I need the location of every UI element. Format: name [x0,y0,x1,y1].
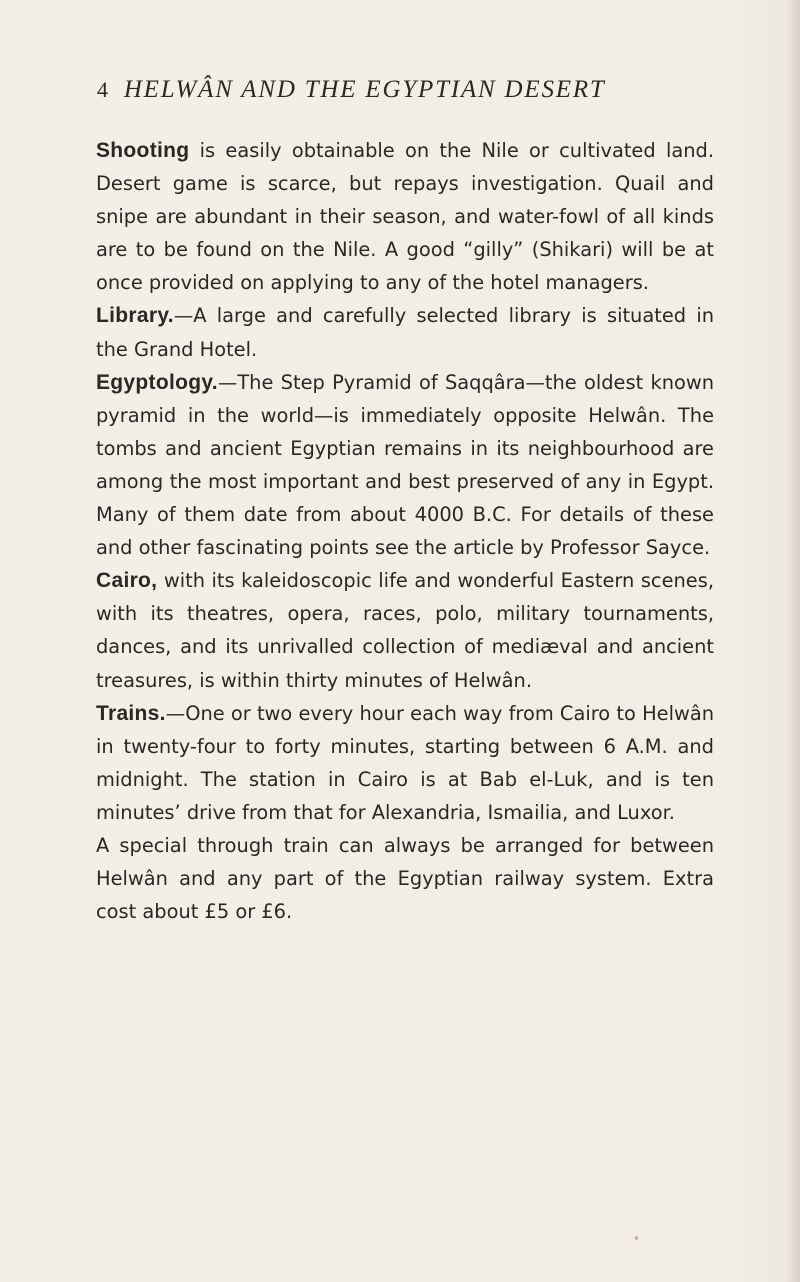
paragraph-egyptology [96,366,714,565]
paragraph-lead: Egyptology. [96,370,218,394]
page-number: 4 [97,77,110,102]
paragraph-trains [96,697,714,829]
page-edge-shadow [786,0,800,1282]
paragraph-lead: Library. [96,304,174,328]
paragraph-text: is easily obtainable on the Nile or cultivated land. Desert game is scarce, but repays investigation. Quail and snipe are abundant in their season, and water-fowl of all kinds are to be found on the Nile. A good “gilly” (Shikari) will be at once provided on applying to any of the hotel managers. [96,139,714,295]
paragraph-special-train [96,829,714,928]
paragraph-shooting [96,134,714,299]
paragraph-text: —A large and carefully selected library is situated in the Grand Hotel. [96,304,714,361]
paragraph-text: A special through train can always be arranged for between Helwân and any part of the Egyptian railway system. Extra cost about £5 or £6. [96,833,714,924]
paper-speck [635,1236,638,1240]
page-body [96,134,714,928]
paragraph-cairo [96,564,714,696]
paragraph-text: with its kaleidoscopic life and wonderful Eastern scenes, with its theatres, opera, races, polo, military tournaments, dances, and its unrivalled collection of mediæval and ancient treasures, is within thirty minutes of Helwân. [96,569,714,692]
paragraph-text: —The Step Pyramid of Saqqâra—the oldest known pyramid in the world—is immediately opposite Helwân. The tombs and ancient Egyptian remains in its neighbourhood are among the most important and best preserved of any in Egypt. Many of them date from about 4000 B.C. For details of these and other fascinating points see the article by Professor Sayce. [96,370,714,560]
paragraph-text: —One or two every hour each way from Cairo to Helwân in twenty-four to forty minutes, starting between 6 A.M. and midnight. The station in Cairo is at Bab el-Luk, and is ten minutes’ drive from that for Alexandria, Ismailia, and Luxor. [96,701,714,824]
paragraph-lead: Trains. [96,701,166,725]
paragraph-lead: Cairo, [96,569,158,593]
paragraph-lead: Shooting [96,139,190,162]
paragraph-library [96,299,714,365]
running-header [97,76,707,104]
running-title: HELWÂN AND THE EGYPTIAN DESERT [123,76,606,103]
